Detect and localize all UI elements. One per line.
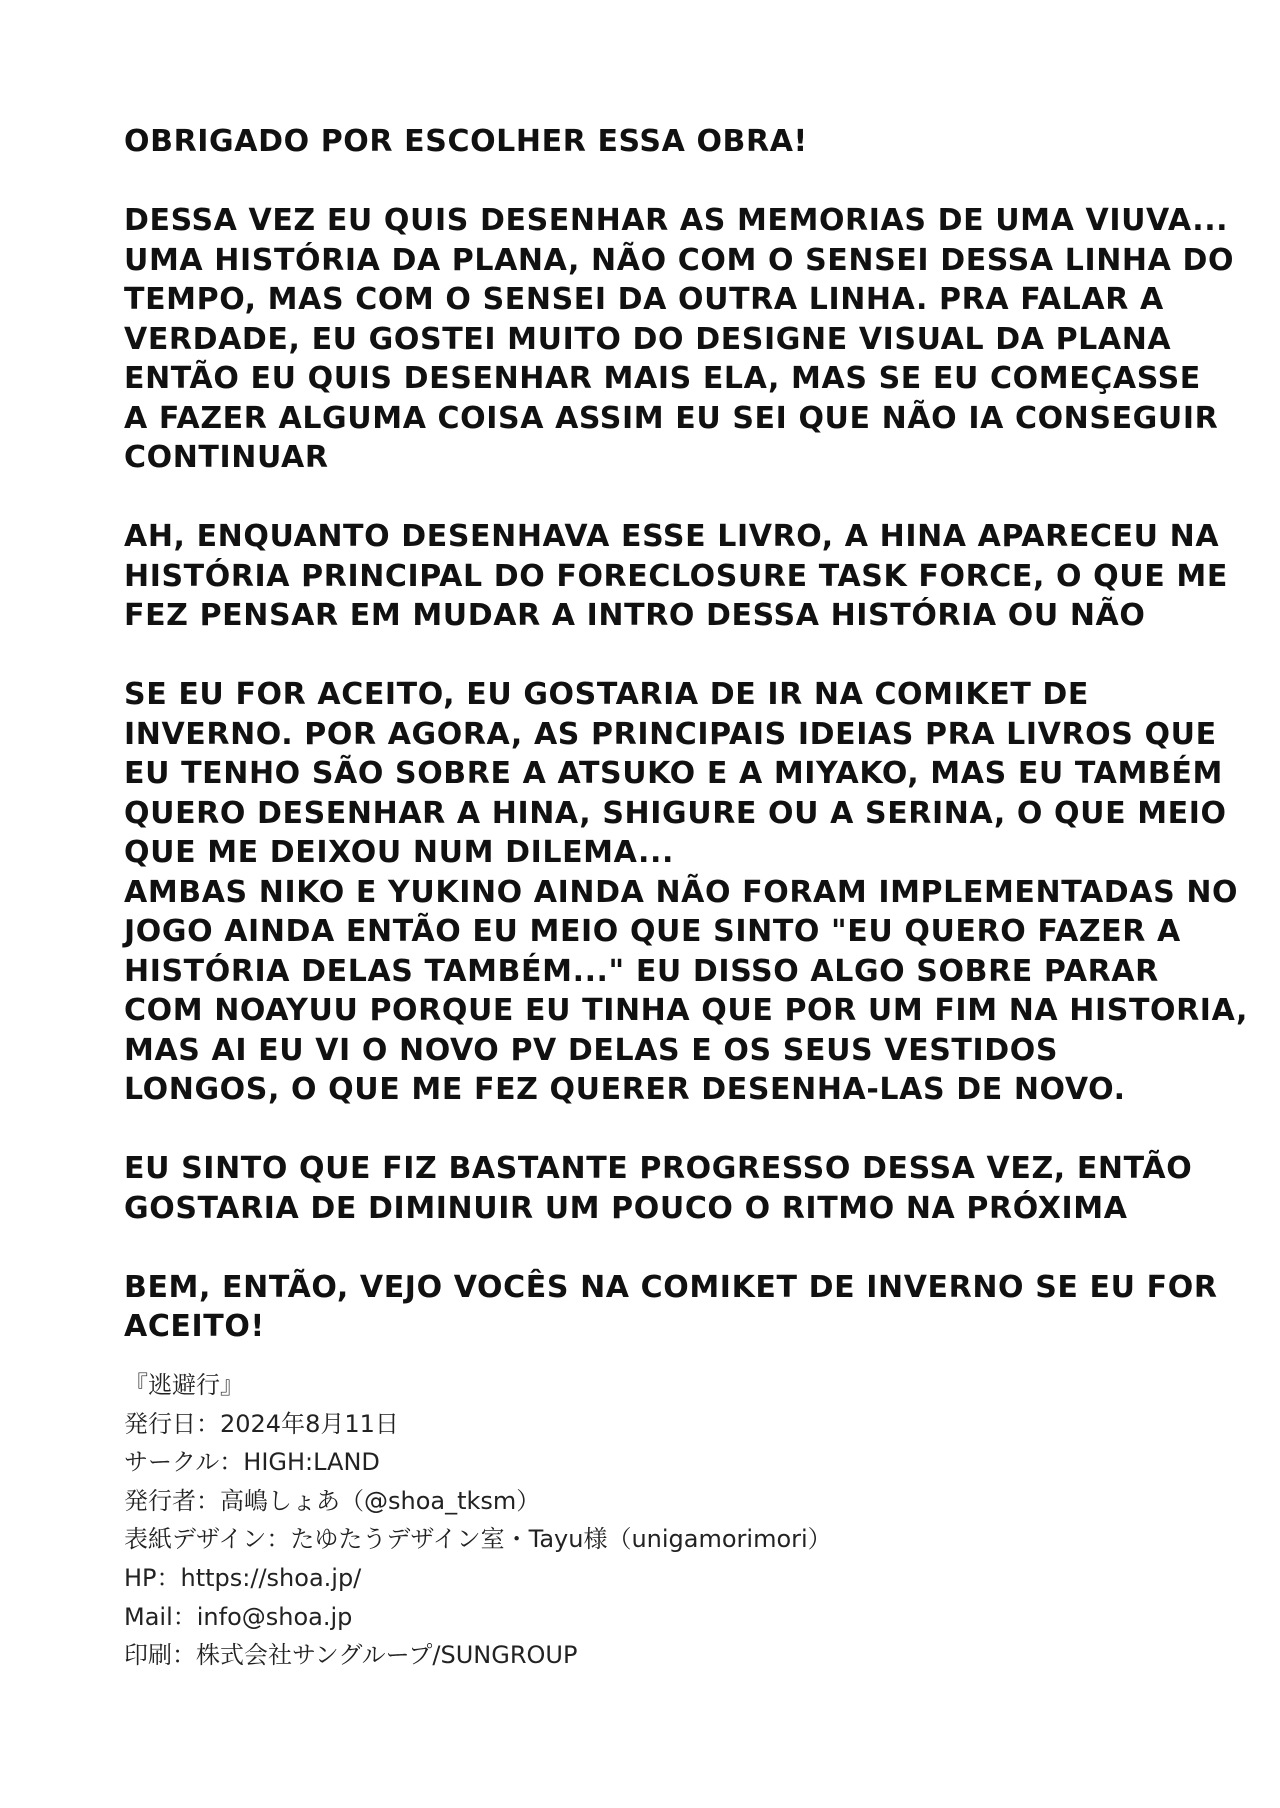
text-line: GOSTARIA DE DIMINUIR UM POUCO O RITMO NA PRÓXIMA <box>124 1190 1128 1226</box>
text-line: A FAZER ALGUMA COISA ASSIM EU SEI QUE NÃO IA CONSEGUIR <box>124 400 1219 436</box>
text-line: INVERNO. POR AGORA, AS PRINCIPAIS IDEIAS PRA LIVROS QUE <box>124 716 1217 752</box>
colophon-publisher: 発行者：高嶋しょあ（@shoa_tksm） <box>124 1486 541 1515</box>
colophon-printer: 印刷：株式会社サングループ/SUNGROUP <box>124 1641 578 1670</box>
text-line: SE EU FOR ACEITO, EU GOSTARIA DE IR NA COMIKET DE <box>124 677 1090 712</box>
text-line: AMBAS NIKO E YUKINO AINDA NÃO FORAM IMPLEMENTADAS NO <box>124 874 1239 910</box>
text-line: TEMPO, MAS COM O SENSEI DA OUTRA LINHA. PRA FALAR A <box>124 282 1164 317</box>
text-line: JOGO AINDA ENTÃO EU MEIO QUE SINTO "EU QUERO FAZER A <box>124 914 1181 949</box>
afterword-paragraph-comiket <box>124 675 1227 873</box>
text-line: QUERO DESENHAR A HINA, SHIGURE OU A SERINA, O QUE MEIO <box>124 795 1227 831</box>
colophon-homepage: HP：https://shoa.jp/ <box>124 1563 362 1592</box>
colophon <box>124 1366 1024 1675</box>
afterword-paragraph-plana <box>124 201 1235 478</box>
afterword-paragraph-progress <box>124 1149 1193 1228</box>
text-line: EU TENHO SÃO SOBRE A ATSUKO E A MIYAKO, MAS EU TAMBÉM <box>124 756 1223 791</box>
colophon-mail: Mail：info@shoa.jp <box>124 1602 353 1631</box>
text-line: AH, ENQUANTO DESENHAVA ESSE LIVRO, A HINA APARECEU NA <box>124 519 1220 554</box>
afterword-paragraph-hina <box>124 517 1228 636</box>
text-line: FEZ PENSAR EM MUDAR A INTRO DESSA HISTÓRIA OU NÃO <box>124 598 1146 633</box>
afterword-paragraph-thanks <box>124 122 1184 162</box>
text-line: VERDADE, EU GOSTEI MUITO DO DESIGNE VISUAL DA PLANA <box>124 321 1172 357</box>
text-line: HISTÓRIA PRINCIPAL DO FORECLOSURE TASK FORCE, O QUE ME <box>124 558 1228 594</box>
text-line: MAS AI EU VI O NOVO PV DELAS E OS SEUS VESTIDOS <box>124 1032 1059 1068</box>
colophon-title: 『逃避行』 <box>124 1371 244 1399</box>
text-line: UMA HISTÓRIA DA PLANA, NÃO COM O SENSEI DESSA LINHA DO <box>124 242 1235 278</box>
text-line: CONTINUAR <box>124 440 329 475</box>
text-line: DESSA VEZ EU QUIS DESENHAR AS MEMORIAS DE UMA VIUVA... <box>124 203 1229 238</box>
colophon-cover-design: 表紙デザイン：たゆたうデザイン室・Tayu様（unigamorimori） <box>124 1525 832 1554</box>
text-line: QUE ME DEIXOU NUM DILEMA... <box>124 835 674 870</box>
text-line: ACEITO! <box>124 1309 265 1344</box>
text-line: BEM, ENTÃO, VEJO VOCÊS NA COMIKET DE INVERNO SE EU FOR <box>124 1269 1218 1305</box>
colophon-date: 発行日：2024年8月11日 <box>124 1409 399 1438</box>
text-line: HISTÓRIA DELAS TAMBÉM..." EU DISSO ALGO SOBRE PARAR <box>124 953 1159 989</box>
afterword-paragraph-farewell <box>124 1268 1218 1347</box>
colophon-circle: サークル：HIGH:LAND <box>124 1448 380 1477</box>
text-line: ENTÃO EU QUIS DESENHAR MAIS ELA, MAS SE EU COMEÇASSE <box>124 361 1201 396</box>
text-line: COM NOAYUU PORQUE EU TINHA QUE POR UM FIM NA HISTORIA, <box>124 993 1248 1028</box>
text-line: EU SINTO QUE FIZ BASTANTE PROGRESSO DESSA VEZ, ENTÃO <box>124 1151 1193 1186</box>
afterword-paragraph-niko-yukino <box>124 873 1248 1110</box>
afterword-text <box>124 122 1248 1386</box>
text-line: LONGOS, O QUE ME FEZ QUERER DESENHA-LAS DE NOVO. <box>124 1072 1126 1107</box>
text-line: OBRIGADO POR ESCOLHER ESSA OBRA! <box>124 124 808 159</box>
